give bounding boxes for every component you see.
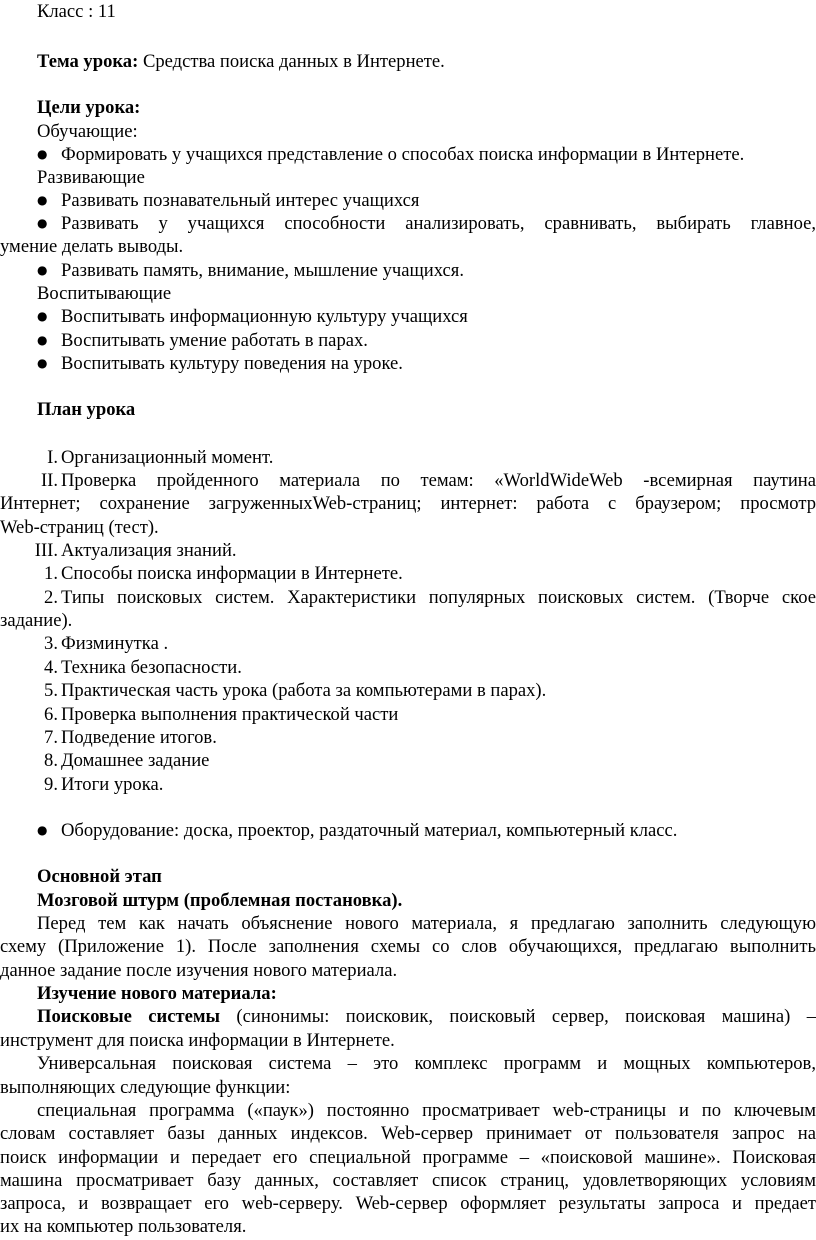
bullet-dot-icon: ●: [37, 216, 48, 230]
paragraph-line: словам составляет базы данных индексов. Web-сервер принимает от пользователя запрос на: [0, 1123, 816, 1144]
paragraph-line: Универсальная поисковая система – это комплекс программ и мощных компьютеров,: [37, 1053, 816, 1074]
plan-item-continuation: Интернет; сохранение загруженныхWeb-страниц; интернет: работа с браузером; просмотр: [0, 493, 816, 514]
plan-title: План урока: [37, 399, 136, 420]
bullet-dot-icon: ●: [37, 193, 48, 207]
bullet-dot-icon: ●: [37, 263, 48, 277]
paragraph-line: запроса, и возвращает его web-серверу. Web-сервер оформляет результаты запроса и предает: [0, 1193, 816, 1214]
paragraph-line: специальная программа («паук») постоянно просматривает web-страницы и по ключевым: [37, 1100, 816, 1121]
topic-value: Средства поиска данных в Интернете.: [138, 51, 445, 72]
topic-label: Тема урока:: [37, 51, 139, 72]
class-label: Класс : 11: [37, 1, 116, 22]
bullet-dot-icon: ●: [37, 333, 48, 347]
list-item-continuation: умение делать выводы.: [0, 236, 184, 257]
educating-label: Воспитывающие: [37, 283, 172, 304]
paragraph-line: их на компьютер пользователя.: [0, 1216, 247, 1237]
lesson-topic: [37, 50, 445, 74]
bullet-dot-icon: ●: [37, 356, 48, 370]
study-title: Изучение нового материала:: [37, 983, 277, 1004]
bullet-dot-icon: ●: [37, 309, 48, 323]
developing-label: Развивающие: [37, 167, 145, 188]
paragraph-line: схему (Приложение 1). После заполнения схемы со слов обучающихся, предлагаю выполнить: [0, 936, 816, 957]
bullet-dot-icon: ●: [37, 147, 48, 161]
brainstorm-title: Мозговой штурм (проблемная постановка).: [37, 890, 403, 911]
main-stage-title: Основной этап: [37, 866, 162, 887]
paragraph-line: поиск информации и передает его специальной программе – «поисковой машине». Поисковая: [0, 1147, 816, 1168]
paragraph-line: данное задание после изучения нового материала.: [0, 960, 398, 981]
paragraph-line: выполняющих следующие функции:: [0, 1077, 291, 1098]
plan-item-continuation: Web-страниц (тест).: [0, 517, 159, 538]
plan-subitem-continuation: задание).: [0, 610, 73, 631]
goals-title: Цели урока:: [37, 97, 141, 118]
paragraph-line: инструмент для поиска информации в Интернете.: [0, 1030, 395, 1051]
bullet-dot-icon: ●: [37, 823, 48, 837]
document-page: Класс : 11 Тема урока: Средства поиска данных в Интернете. Цели урока: Обучающие: ● Формировать у учащихся представление о способах поиска информации в Интернете. Развивающие ● Развивать познавательный интерес учащихся ● Развивать у учащихся способности анализировать, сравнивать, выбирать главное, умение делать выводы. ● Развивать память, внимание, мышление учащихся. Воспитывающие ● Воспитывать информационную культуру учащихся ● Воспитывать умение работать в парах. ● Воспитывать культуру поведения на уроке. План урока I. Организационный момент. II. Проверка пройденного материала по темам: «WorldWideWeb -всемирная паутина Интернет; сохранение загруженныхWeb-страниц; интернет: работа с браузером; просмотр Web-страниц (тест). III. Актуализация знаний. 1. Способы поиска информации в Интернете. 2. Типы поисковых систем. Характеристики популярных поисковых систем. (Творче ское задание). 3. Физминутка . 4. Техника безопасности. 5. Практическая часть урока (работа за компьютерами в парах). 6. Проверка выполнения практической части 7. Подведение итогов. 8. Домашнее задание 9. Итоги урока. ● Оборудование: доска, проектор, раздаточный материал, компьютерный класс. Основной этап Мозговой штурм (проблемная постановка). Перед тем как начать объяснение нового материала, я предлагаю заполнить следующую схему (Приложение 1). После заполнения схемы со слов обучающихся, предлагаю выполнить данное задание после изучения нового материала. Изучение нового материала: Поисковые системы (синонимы: поисковик, поисковый сервер, поисковая машина) – инструмент для поиска информации в Интернете. Универсальная поисковая система – это комплекс программ и мощных компьютеров, выполняющих следующие функции: специальная программа («паук») постоянно просматривает web-страницы и по ключевым словам составляет базы данных индексов. Web-сервер принимает от пользователя запрос на поиск информации и передает его специальной программе – «поисковой машине». Поисковая машина просматривает базу данных, составляет список страниц, удовлетворяющих условиям запроса, и возвращает его web-серверу. Web-сервер оформляет результаты запроса и предает их на компьютер пользователя.: [0, 1, 816, 1237]
paragraph-line: Поисковые системы (синонимы: поисковик, поисковый сервер, поисковая машина) –: [37, 1006, 816, 1027]
paragraph-line: машина просматривает базу данных, составляет список страниц, удовлетворяющих условиям: [0, 1170, 816, 1191]
paragraph-line: Перед тем как начать объяснение нового материала, я предлагаю заполнить следующую: [37, 913, 816, 934]
teaching-label: Обучающие:: [37, 121, 138, 142]
